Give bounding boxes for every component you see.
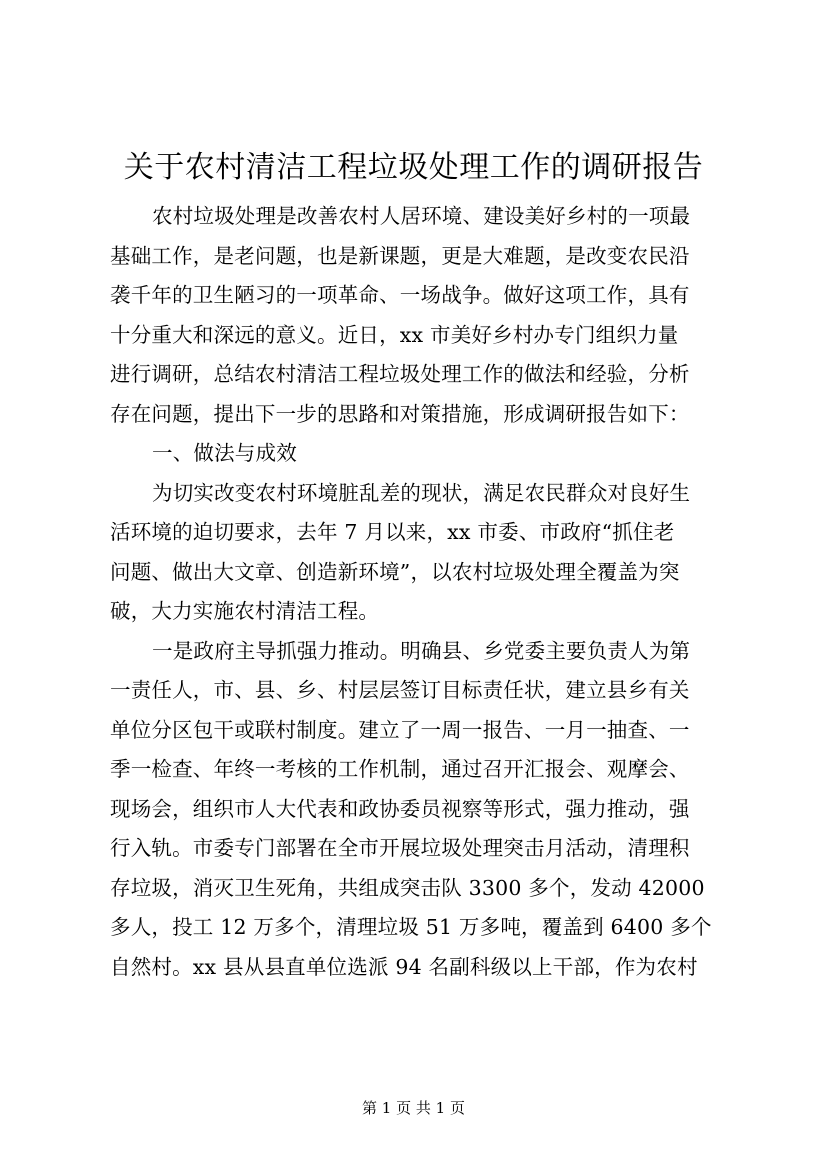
body-line: 一、做法与成效 <box>152 441 297 465</box>
body-line: 自然村。xx 县从县直单位选派 94 名副科级以上干部，作为农村 <box>110 954 698 979</box>
body-line: 破，大力实施农村清洁工程。 <box>110 599 380 623</box>
body-line: 农村垃圾处理是改善农村人居环境、建设美好乡村的一项最 <box>152 204 691 228</box>
body-line: 进行调研，总结农村清洁工程垃圾处理工作的做法和经验，分析 <box>110 362 690 386</box>
body-line: 行入轨。市委专门部署在全市开展垃圾处理突击月活动，清理积 <box>110 836 690 860</box>
body-line: 基础工作，是老问题，也是新课题，更是大难题，是改变农民沿 <box>110 243 690 268</box>
body-line: 单位分区包干或联村制度。建立了一周一报告、一月一抽查、一 <box>110 717 690 742</box>
body-line: 袭千年的卫生陋习的一项革命、一场战争。做好这项工作，具有 <box>110 283 690 307</box>
body-line: 季一检查、年终一考核的工作机制，通过召开汇报会、观摩会、 <box>110 757 690 781</box>
body-line: 一是政府主导抓强力推动。明确县、乡党委主要负责人为第 <box>152 638 691 663</box>
document-body <box>110 197 736 987</box>
page-footer: 第 1 页 共 1 页 <box>362 1099 465 1117</box>
body-line: 活环境的迫切要求，去年 7 月以来，xx 市委、市政府“抓住老 <box>110 520 675 544</box>
body-line: 十分重大和深远的意义。近日，xx 市美好乡村办专门组织力量 <box>110 322 679 347</box>
body-line: 现场会，组织市人大代表和政协委员视察等形式，强力推动，强 <box>110 796 690 821</box>
body-line: 问题、做出大文章、创造新环境”，以农村垃圾处理全覆盖为突 <box>110 559 680 584</box>
body-line: 一责任人，市、县、乡、村层层签订目标责任状，建立县乡有关 <box>110 678 690 702</box>
body-line: 多人，投工 12 万多个，清理垃圾 51 万多吨，覆盖到 6400 多个 <box>110 915 712 939</box>
body-line: 为切实改变农村环境脏乱差的现状，满足农民群众对良好生 <box>152 480 691 505</box>
body-line: 存在问题，提出下一步的思路和对策措施，形成调研报告如下： <box>110 401 690 426</box>
document-title: 关于农村清洁工程垃圾处理工作的调研报告 <box>123 150 704 185</box>
body-line: 存垃圾，消灭卫生死角，共组成突击队 3300 多个，发动 42000 <box>110 875 705 900</box>
